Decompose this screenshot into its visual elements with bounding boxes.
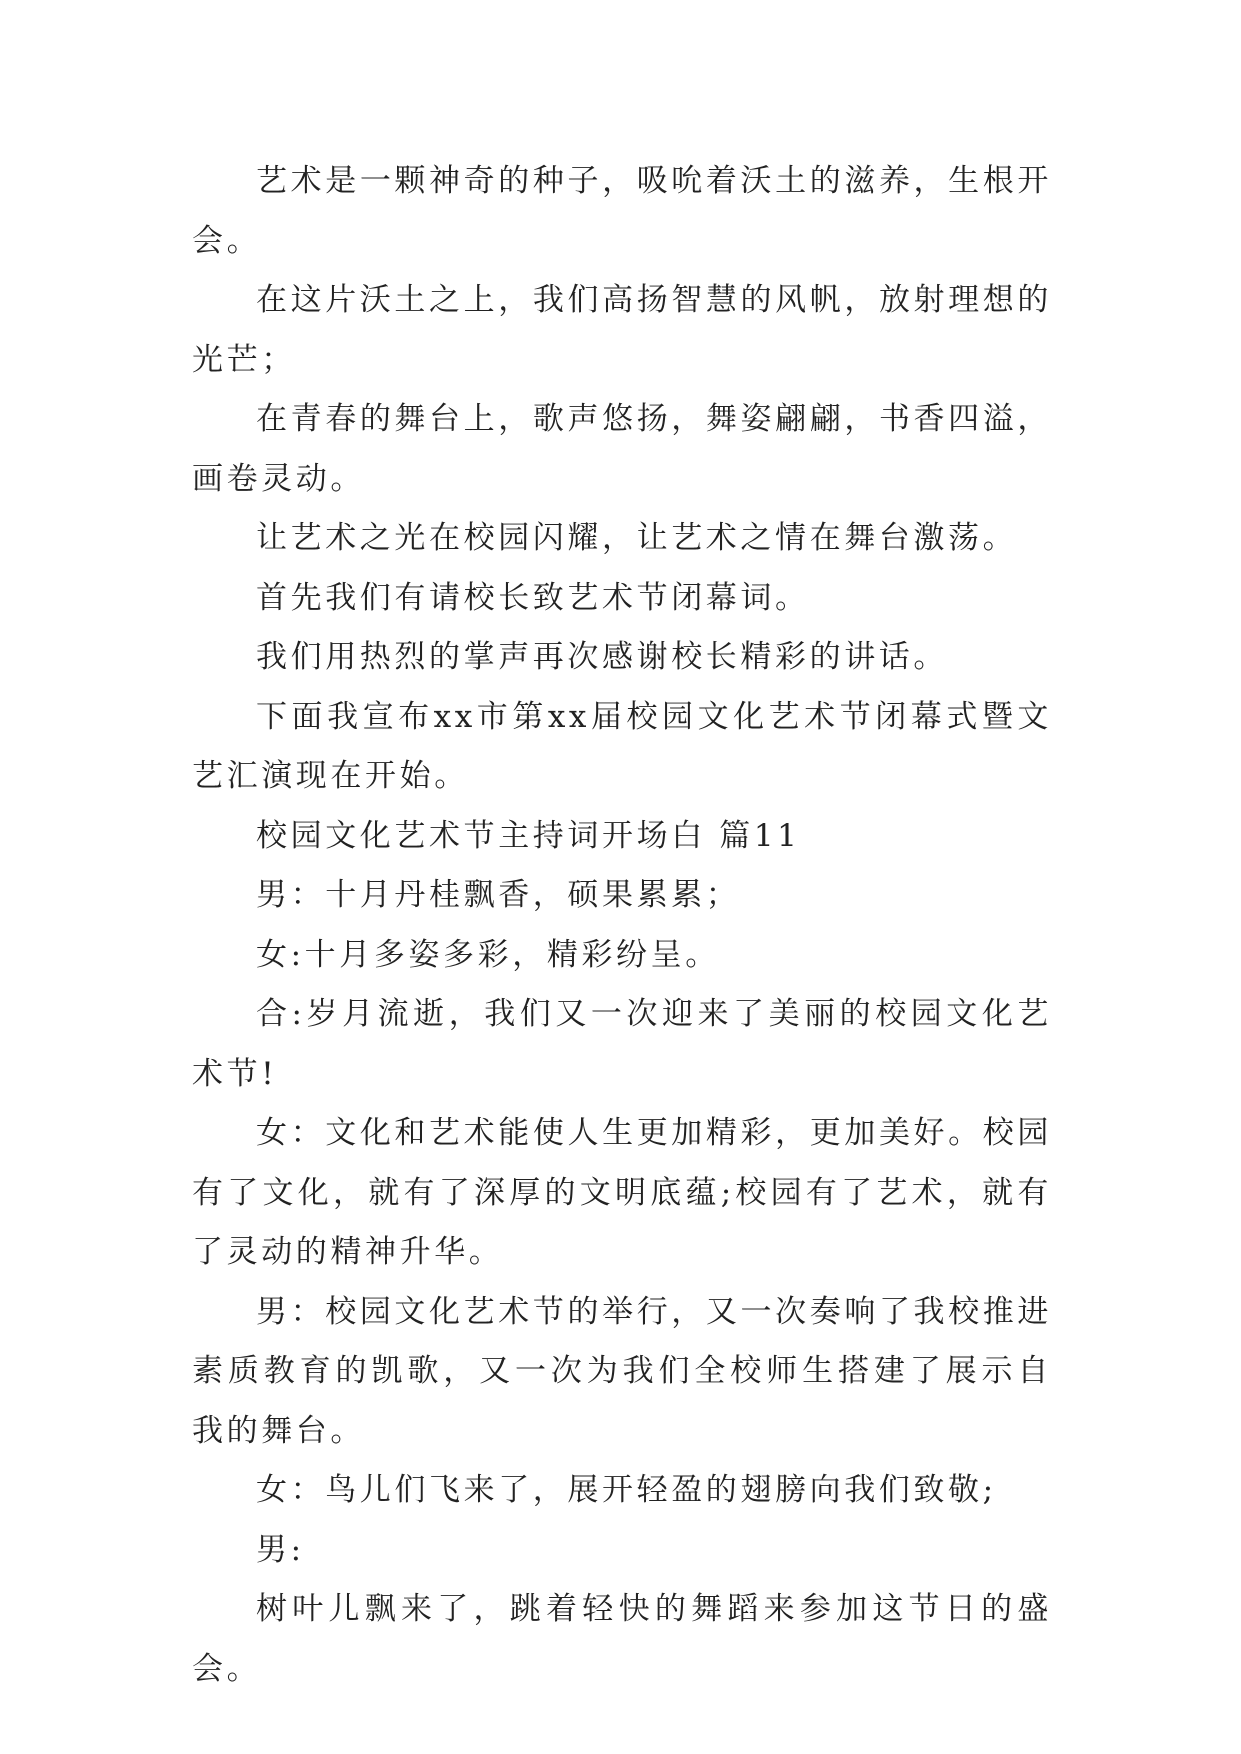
- paragraph: 让艺术之光在校园闪耀，让艺术之情在舞台激荡。: [256, 520, 1018, 556]
- paragraph: 在这片沃土之上，我们高扬智慧的风帆，放射理想的光芒；: [192, 282, 1052, 378]
- paragraph: 合:岁月流逝，我们又一次迎来了美丽的校园文化艺术节!: [192, 996, 1052, 1092]
- paragraph: 首先我们有请校长致艺术节闭幕词。: [256, 579, 810, 616]
- paragraph: 女：鸟儿们飞来了，展开轻盈的翅膀向我们致敬;: [256, 1472, 997, 1508]
- paragraph: 男:: [256, 1531, 305, 1568]
- paragraph: 女：文化和艺术能使人生更加精彩，更加美好。校园有了文化，就有了深厚的文明底蕴;校园有了艺术，就有了灵动的精神升华。: [192, 1115, 1052, 1270]
- paragraph: 女:十月多姿多彩，精彩纷呈。: [256, 936, 720, 973]
- paragraph: 男：十月丹桂飘香，硕果累累；: [256, 877, 741, 913]
- paragraph: 树叶儿飘来了，跳着轻快的舞蹈来参加这节日的盛会。: [192, 1591, 1052, 1687]
- paragraph: 我们用热烈的掌声再次感谢校长精彩的讲话。: [256, 639, 948, 675]
- paragraph: 男：校园文化艺术节的举行，又一次奏响了我校推进素质教育的凯歌，又一次为我们全校师生搭建了展示自我的舞台。: [192, 1293, 1052, 1449]
- section-heading: 校园文化艺术节主持词开场白 篇11: [256, 817, 801, 854]
- document-body: [192, 152, 1052, 1699]
- paragraph: 艺术是一颗神奇的种子，吸吮着沃土的滋养，生根开会。: [192, 163, 1052, 259]
- paragraph: 在青春的舞台上，歌声悠扬，舞姿翩翩，书香四溢，画卷灵动。: [192, 401, 1052, 497]
- paragraph: 下面我宣布xx市第xx届校园文化艺术节闭幕式暨文艺汇演现在开始。: [192, 698, 1052, 794]
